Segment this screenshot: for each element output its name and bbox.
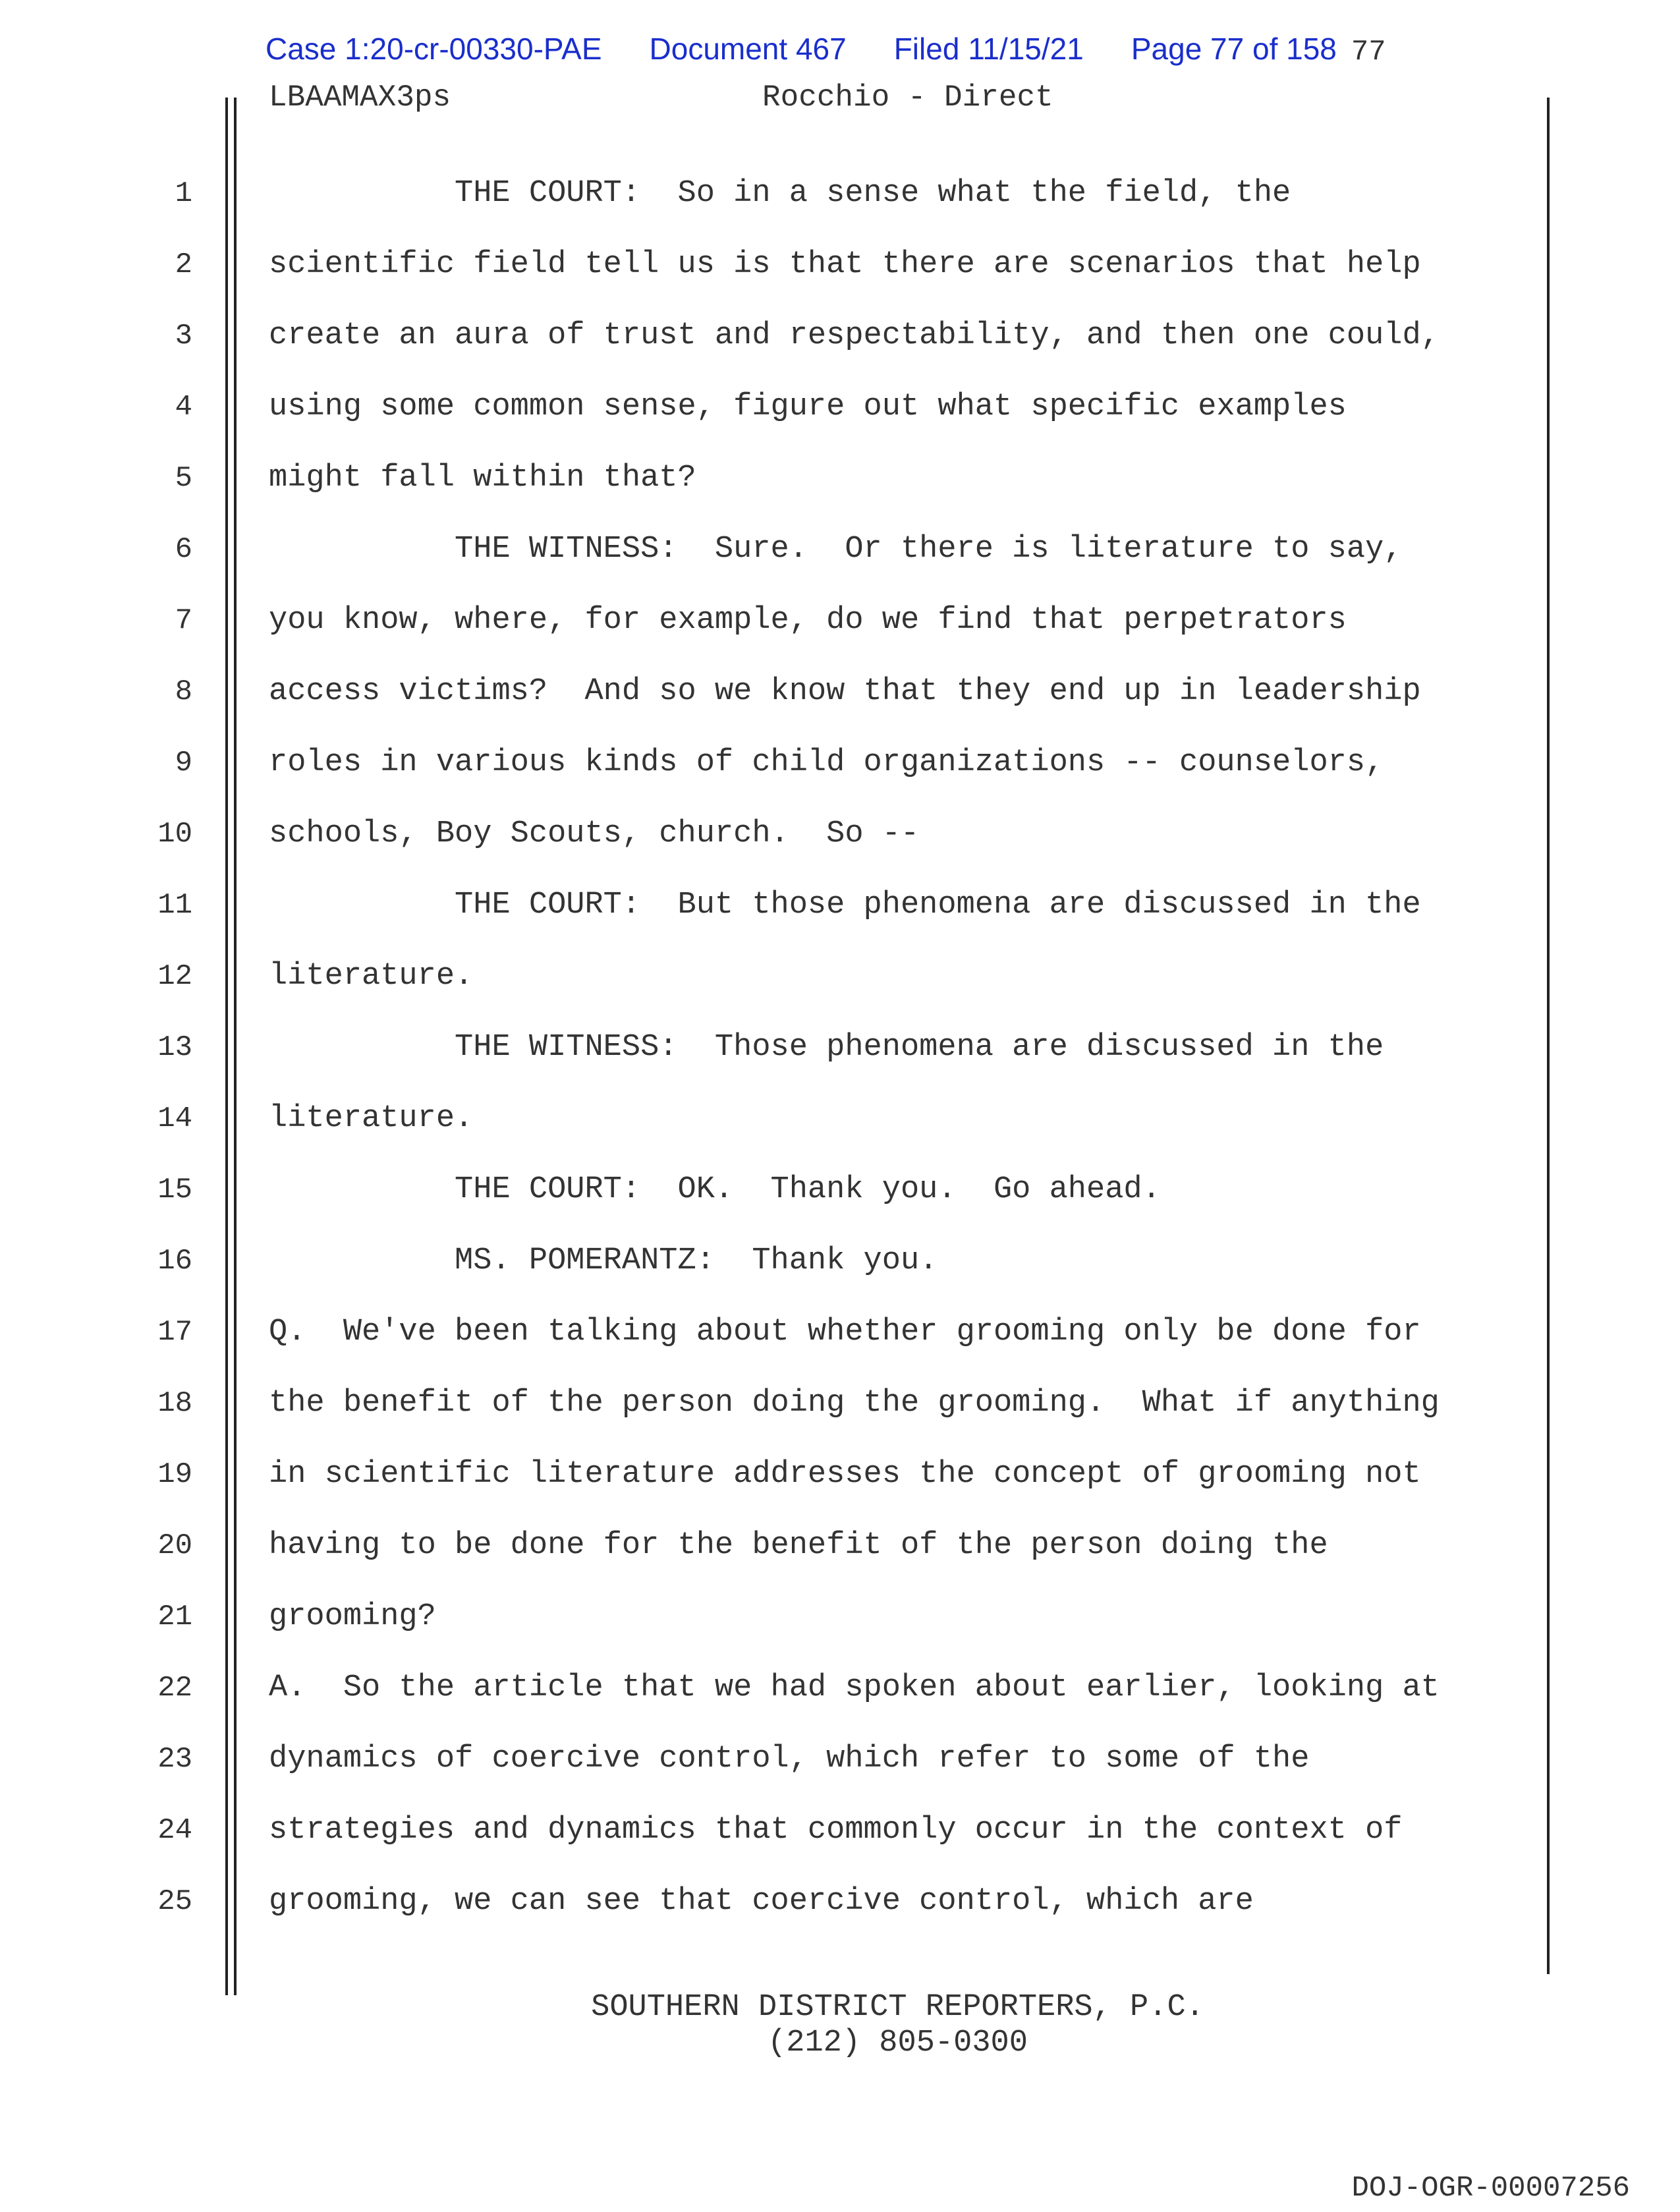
- transcript-line: MS. POMERANTZ: Thank you.: [269, 1243, 938, 1278]
- transcript-line: create an aura of trust and respectability, and then one could,: [269, 318, 1440, 353]
- transcript-line: THE WITNESS: Those phenomena are discussed in the: [269, 1030, 1384, 1065]
- transcript-line: dynamics of coercive control, which refer to some of the: [269, 1742, 1310, 1776]
- transcript-line: THE COURT: But those phenomena are discussed in the: [269, 888, 1421, 922]
- line-number: 1: [175, 177, 192, 210]
- transcript-line: A. So the article that we had spoken about earlier, looking at: [269, 1670, 1440, 1705]
- line-number: 17: [157, 1316, 192, 1349]
- transcript-line: THE WITNESS: Sure. Or there is literature to say,: [269, 532, 1403, 567]
- transcript-line: grooming, we can see that coercive control, which are: [269, 1884, 1254, 1919]
- transcript-line: strategies and dynamics that commonly occur in the context of: [269, 1813, 1403, 1848]
- line-number: 14: [157, 1102, 192, 1135]
- line-number: 6: [175, 533, 192, 566]
- line-number: 12: [157, 960, 192, 993]
- reporter-footer: [0, 1990, 1680, 2061]
- transcript-line: THE COURT: OK. Thank you. Go ahead.: [269, 1172, 1161, 1207]
- line-number: 24: [157, 1814, 192, 1847]
- transcript-line: in scientific literature addresses the concept of grooming not: [269, 1457, 1421, 1492]
- left-margin-rule-inner: [234, 98, 237, 1995]
- transcript-section-title: Rocchio - Direct: [762, 80, 1053, 115]
- line-number: 25: [157, 1885, 192, 1918]
- transcript-line: roles in various kinds of child organizations -- counselors,: [269, 745, 1384, 780]
- transcript-line: might fall within that?: [269, 461, 696, 496]
- transcript-line: literature.: [269, 959, 474, 994]
- line-number: 7: [175, 604, 192, 637]
- document-number: Document 467: [649, 32, 847, 66]
- transcript-doc-id: LBAAMAX3ps: [269, 80, 451, 115]
- transcript-line: schools, Boy Scouts, church. So --: [269, 816, 920, 851]
- transcript-line: using some common sense, figure out what specific examples: [269, 389, 1347, 424]
- right-margin-rule: [1547, 98, 1550, 1974]
- line-number: 19: [157, 1458, 192, 1491]
- filed-date: Filed 11/15/21: [893, 32, 1084, 66]
- filing-header: [266, 29, 1386, 72]
- transcript-line: access victims? And so we know that they end up in leadership: [269, 674, 1421, 709]
- reporter-phone: (212) 805-0300: [768, 2026, 1028, 2060]
- line-number: 3: [175, 320, 192, 353]
- line-number: 8: [175, 675, 192, 708]
- line-number: 9: [175, 747, 192, 780]
- line-number: 23: [157, 1743, 192, 1776]
- transcript-line: grooming?: [269, 1599, 436, 1634]
- reporter-name: SOUTHERN DISTRICT REPORTERS, P.C.: [591, 1990, 1204, 2025]
- line-number: 21: [157, 1601, 192, 1633]
- line-number: 20: [157, 1529, 192, 1562]
- transcript-line: having to be done for the benefit of the person doing the: [269, 1528, 1328, 1563]
- line-number: 2: [175, 248, 192, 281]
- bates-number: DOJ-OGR-00007256: [1351, 2172, 1630, 2205]
- line-number: 18: [157, 1387, 192, 1420]
- transcript-line: scientific field tell us is that there are scenarios that help: [269, 247, 1421, 282]
- transcript-line: the benefit of the person doing the grooming. What if anything: [269, 1386, 1440, 1421]
- line-number: 4: [175, 391, 192, 424]
- transcript-line: you know, where, for example, do we find that perpetrators: [269, 603, 1347, 638]
- transcript-body: [269, 170, 1521, 1949]
- line-number: 16: [157, 1245, 192, 1278]
- line-number: 10: [157, 818, 192, 851]
- line-number: 5: [175, 462, 192, 495]
- line-numbers: [132, 170, 192, 1949]
- page-of-total: Page 77 of 158: [1131, 32, 1337, 66]
- transcript-line: THE COURT: So in a sense what the field, the: [269, 176, 1291, 211]
- line-number: 22: [157, 1672, 192, 1705]
- case-number: Case 1:20-cr-00330-PAE: [266, 32, 602, 66]
- transcript-line: literature.: [269, 1101, 474, 1136]
- line-number: 15: [157, 1174, 192, 1206]
- transcript-line: Q. We've been talking about whether grooming only be done for: [269, 1315, 1421, 1349]
- left-margin-rule-outer: [225, 98, 228, 1995]
- line-number: 13: [157, 1031, 192, 1064]
- line-number: 11: [157, 889, 192, 922]
- transcript-page-number: 77: [1351, 36, 1386, 69]
